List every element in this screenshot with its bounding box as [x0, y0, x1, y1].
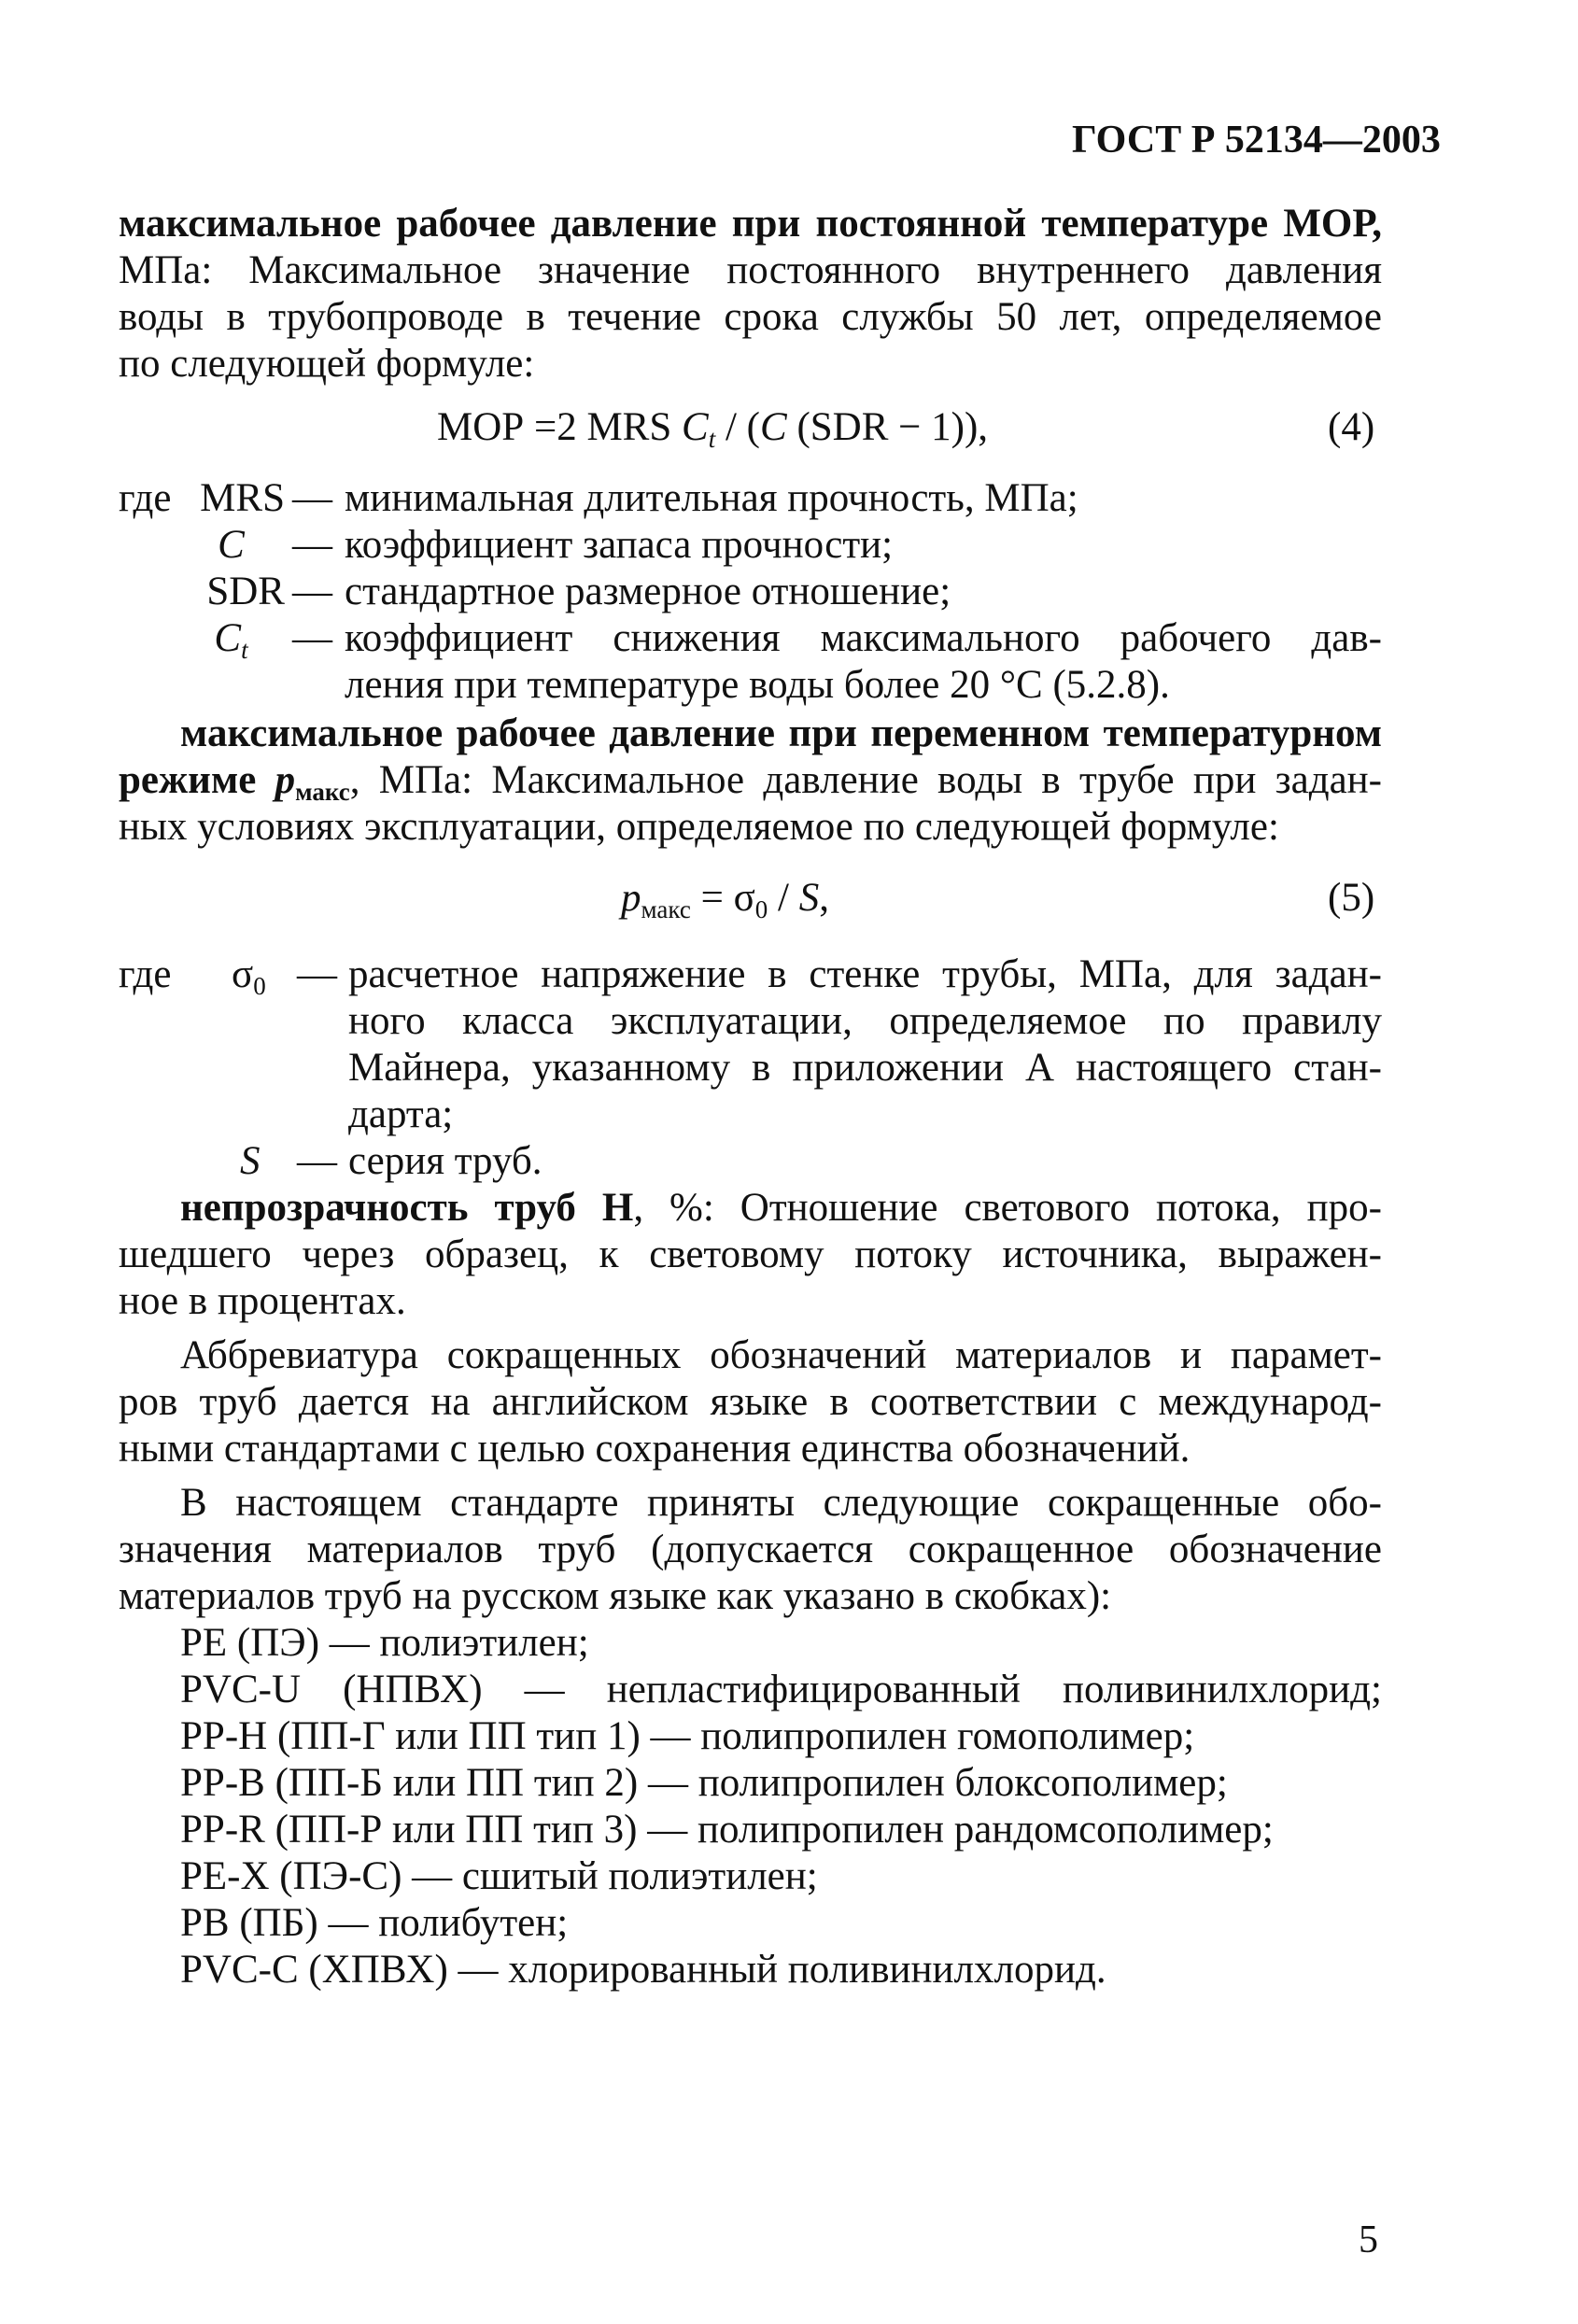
materials-line-2: значения материалов труб (допускается сокращенное обозначение [119, 1528, 1382, 1571]
opacity-term: непрозрачность труб Н [180, 1186, 634, 1230]
pmax-line-3: ных условиях эксплуатации, определяемое по следующей формуле: [119, 805, 1279, 849]
abbrev-line-1: Аббревиатура сокращенных обозначений материалов и парамет- [180, 1333, 1382, 1377]
mop-line-2: МПа: Максимальное значение постоянного внутреннего давления [119, 248, 1382, 292]
def-text-ct: коэффициент снижения максимального рабочего дав- [345, 616, 1382, 660]
def-term-ct [177, 616, 285, 664]
material-item: PVC-C (ХПВХ) — хлорированный поливинилхлорид. [180, 1948, 1106, 1992]
def-term-s [240, 1139, 261, 1184]
def-term-c-var: C [218, 523, 245, 567]
opacity-line-3: ное в процентах. [119, 1279, 406, 1323]
formula-5-number: (5) [1328, 876, 1375, 920]
mop-line-4: по следующей формуле: [119, 342, 535, 386]
materials-line-1: В настоящем стандарте приняты следующие сокращенные обо- [180, 1481, 1382, 1525]
formula-4-ct-var: C [682, 405, 709, 449]
def-term-ct-sub: t [241, 636, 248, 664]
formula-5-sigma-sub: 0 [754, 895, 768, 923]
def-text-sigma-4: дарта; [348, 1092, 454, 1136]
formula-4-left: МОР =2 MRS [437, 405, 683, 449]
formula-5-p: p [621, 876, 641, 920]
def-text-ct-2: ления при температуре воды более 20 °С (5.2.8). [345, 663, 1170, 707]
def-dash-sigma: — [297, 952, 337, 996]
formula-5-s: S [798, 876, 820, 920]
page-number: 5 [1359, 2218, 1378, 2261]
def-text-s: серия труб. [348, 1139, 542, 1183]
formula-4-number: (4) [1328, 405, 1375, 449]
def-text-sdr: стандартное размерное отношение; [345, 570, 951, 613]
def-term-s-var: S [240, 1139, 261, 1183]
material-item: РЕ (ПЭ) — полиэтилен; [180, 1621, 589, 1665]
pmax-var: p [275, 758, 296, 802]
def-dash-sdr: — [292, 570, 332, 613]
def-dash-ct: — [292, 616, 332, 660]
material-item: РВ (ПБ) — полибутен; [180, 1901, 569, 1945]
abbrev-line-2: ров труб дается на английском языке в соответствии с международ- [119, 1380, 1382, 1424]
formula-4-c-var: C [760, 405, 787, 449]
def-term-mrs: MRS [200, 476, 285, 520]
def-dash-s: — [297, 1139, 337, 1183]
mop-term-line [119, 202, 1382, 246]
formula-4-right: (SDR − 1)), [786, 405, 989, 449]
formula-4 [437, 405, 989, 453]
formula-5-eq: = σ [690, 876, 755, 920]
def-text-sigma-2: ного класса эксплуатации, определяемое по правилу [348, 999, 1382, 1043]
pmax-line-2 [119, 758, 1382, 806]
def-dash-mrs: — [292, 476, 332, 520]
material-item: РР-Н (ПП-Г или ПП тип 1) — полипропилен гомополимер; [180, 1714, 1195, 1758]
material-item: PVC-U (НПВХ) — непластифицированный поливинилхлорид; [180, 1668, 1382, 1711]
formula-5-p-sub: макс [641, 895, 691, 923]
formula-5 [621, 876, 829, 921]
document-code-header: ГОСТ Р 52134—2003 [1072, 119, 1441, 162]
def-term-ct-var: C [214, 616, 242, 660]
def-text-c: коэффициент запаса прочности; [345, 523, 894, 567]
mop-line-3: воды в трубопроводе в течение срока службы 50 лет, определяемое [119, 295, 1382, 339]
pmax-line-2-rest: , МПа: Максимальное давление воды в трубе при задан- [349, 758, 1382, 802]
opacity-line-2: шедшего через образец, к световому потоку источника, выражен- [119, 1232, 1382, 1276]
where-label-1: где [119, 476, 172, 520]
def-term-sigma [232, 952, 266, 1000]
def-text-mrs: минимальная длительная прочность, МПа; [345, 476, 1078, 520]
mop-term-tail: , [1372, 202, 1382, 246]
material-item: PP-R (ПП-Р или ПП тип 3) — полипропилен рандомсополимер; [180, 1808, 1274, 1852]
def-text-sigma-3: Майнера, указанному в приложении А настоящего стан- [348, 1046, 1382, 1090]
formula-4-mid: / ( [715, 405, 761, 449]
formula-5-slash: / [768, 876, 799, 920]
opacity-line-1 [180, 1186, 1382, 1231]
formula-5-comma: , [819, 876, 829, 920]
def-term-sigma-var: σ [232, 952, 254, 996]
abbrev-line-3: ными стандартами с целью сохранения единства обозначений. [119, 1427, 1191, 1471]
pmax-term-line: максимальное рабочее давление при переменном температурном [180, 711, 1382, 755]
def-term-c [177, 523, 285, 568]
mop-term: максимальное рабочее давление при постоянной температуре МОР [119, 202, 1373, 246]
def-dash-c: — [292, 523, 332, 567]
materials-line-3: материалов труб на русском языке как указано в скобках): [119, 1574, 1112, 1618]
material-item: РР-В (ПП-Б или ПП тип 2) — полипропилен блоксополимер; [180, 1761, 1228, 1805]
pmax-line-2-bold: режиме [119, 758, 275, 802]
material-item: РЕ-Х (ПЭ-С) — сшитый полиэтилен; [180, 1854, 818, 1898]
where-label-2: где [119, 952, 172, 996]
def-term-sigma-sub: 0 [253, 972, 266, 1000]
pmax-var-sub: макс [295, 778, 350, 806]
def-text-sigma-1: расчетное напряжение в стенке трубы, МПа, для задан- [348, 952, 1382, 996]
def-term-sdr: SDR [206, 570, 285, 613]
formula-4-ct-sub: t [708, 425, 716, 453]
opacity-line-1-rest: , %: Отношение светового потока, про- [633, 1186, 1382, 1230]
